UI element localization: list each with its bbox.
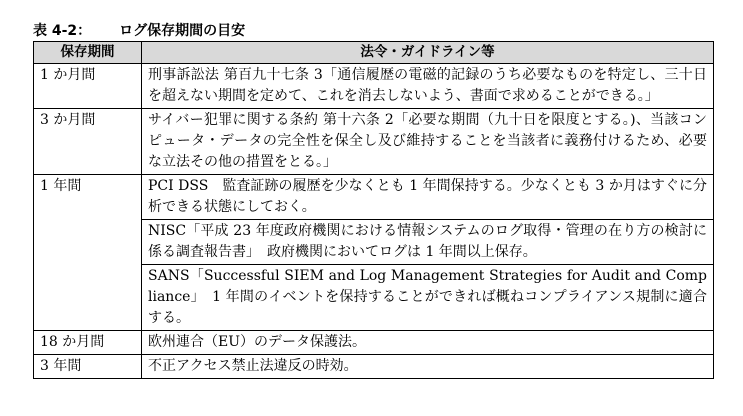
law-cell: 欧州連合（EU）のデータ保護法。	[142, 331, 714, 355]
period-cell: 1 か月間	[34, 64, 142, 109]
period-cell: 3 年間	[34, 355, 142, 379]
law-cell: 不正アクセス禁止法違反の時効。	[142, 355, 714, 379]
table-title: ログ保存期間の目安	[119, 23, 246, 39]
header-laws-guidelines: 法令・ガイドライン等	[142, 42, 714, 64]
header-retention-period: 保存期間	[34, 42, 142, 64]
table-row	[34, 355, 714, 379]
period-cell: 18 か月間	[34, 331, 142, 355]
header-row	[34, 42, 714, 64]
law-cell: NISC「平成 23 年度政府機関における情報システムのログ取得・管理の在り方の検討に係る調査報告書」 政府機関においてログは 1 年間以上保存。	[142, 220, 714, 265]
table-caption	[33, 22, 245, 40]
log-retention-table	[33, 41, 714, 379]
table-row	[34, 331, 714, 355]
law-cell: サイバー犯罪に関する条約 第十六条 2「必要な期間（九十日を限度とする。)、当該コンピュータ・データの完全性を保全し及び維持することを当該者に義務付けるため、必要な立法その他の措置をとる。」	[142, 109, 714, 175]
table-number: 表 4-2：	[33, 23, 92, 39]
table-row	[34, 64, 714, 109]
period-cell: 1 年間	[34, 175, 142, 331]
law-cell: PCI DSS 監査証跡の履歴を少なくとも 1 年間保持する。少なくとも 3 か月はすぐに分析できる状態にしておく。	[142, 175, 714, 220]
table-row	[34, 109, 714, 175]
law-cell: 刑事訴訟法 第百九十七条 3「通信履歴の電磁的記録のうち必要なものを特定し、三十日を超えない期間を定めて、これを消去しないよう、書面で求めることができる。」	[142, 64, 714, 109]
table-row	[34, 175, 714, 220]
law-cell: SANS「Successful SIEM and Log Management Strategies for Audit and Compliance」 1 年間のイベントを保持することができれば概ねコンプライアンス規制に適合する。	[142, 265, 714, 331]
period-cell: 3 か月間	[34, 109, 142, 175]
